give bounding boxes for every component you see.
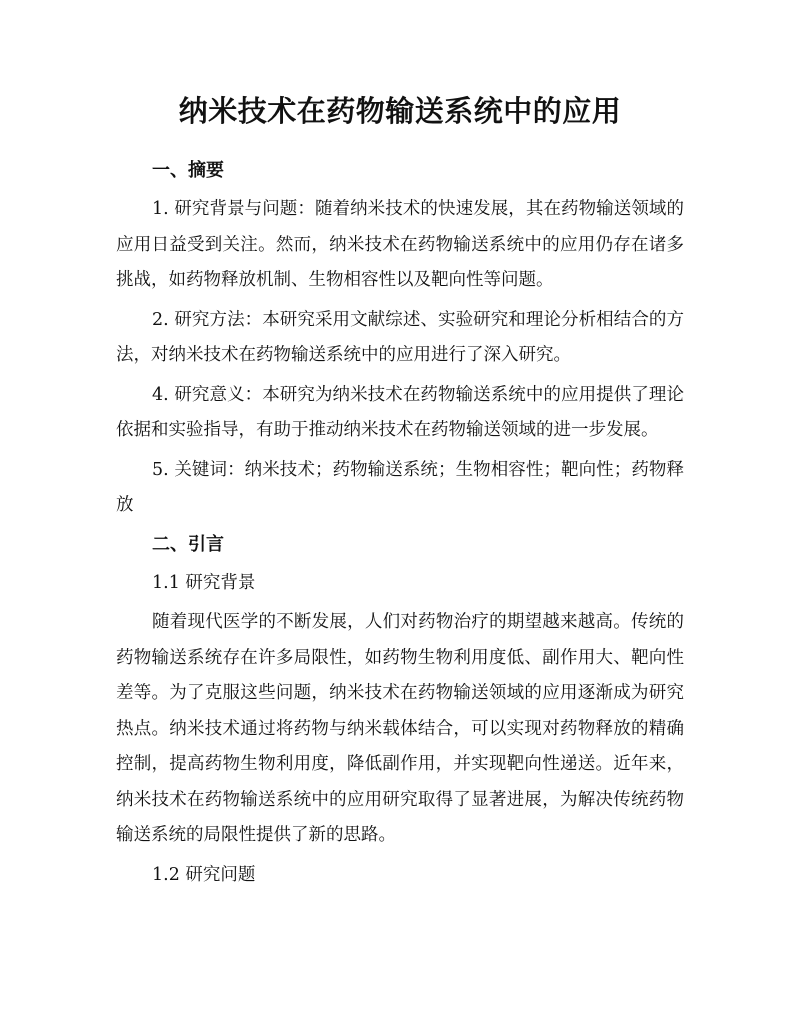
abstract-item-method: 2. 研究方法：本研究采用文献综述、实验研究和理论分析相结合的方法，对纳米技术在药物输送系统中的应用进行了深入研究。 <box>116 309 684 365</box>
subsection-heading-research-question: 1.2 研究问题 <box>152 864 256 885</box>
section-heading-introduction: 二、引言 <box>152 533 224 555</box>
abstract-item-significance: 4. 研究意义：本研究为纳米技术在药物输送系统中的应用提供了理论依据和实验指导，有助于推动纳米技术在药物输送领域的进一步发展。 <box>116 384 684 440</box>
document-title: 纳米技术在药物输送系统中的应用 <box>178 94 622 128</box>
document-page <box>116 88 684 897</box>
abstract-item-background: 1. 研究背景与问题：随着纳米技术的快速发展，其在药物输送领域的应用日益受到关注。然而，纳米技术在药物输送系统中的应用仍存在诸多挑战，如药物释放机制、生物相容性以及靶向性等问题。 <box>116 199 684 290</box>
section-heading-abstract: 一、摘要 <box>152 160 224 181</box>
subsection-heading-background: 1.1 研究背景 <box>152 572 256 593</box>
abstract-item-keywords: 5. 关键词：纳米技术；药物输送系统；生物相容性；靶向性；药物释放 <box>116 459 684 515</box>
background-paragraph: 随着现代医学的不断发展，人们对药物治疗的期望越来越高。传统的药物输送系统存在许多局限性，如药物生物利用度低、副作用大、靶向性差等。为了克服这些问题，纳米技术在药物输送领域的应用逐渐成为研究热点。纳米技术通过将药物与纳米载体结合，可以实现对药物释放的精确控制，提高药物生物利用度，降低副作用，并实现靶向性递送。近年来，纳米技术在药物输送系统中的应用研究取得了显著进展，为解决传统药物输送系统的局限性提供了新的思路。 <box>116 612 684 845</box>
